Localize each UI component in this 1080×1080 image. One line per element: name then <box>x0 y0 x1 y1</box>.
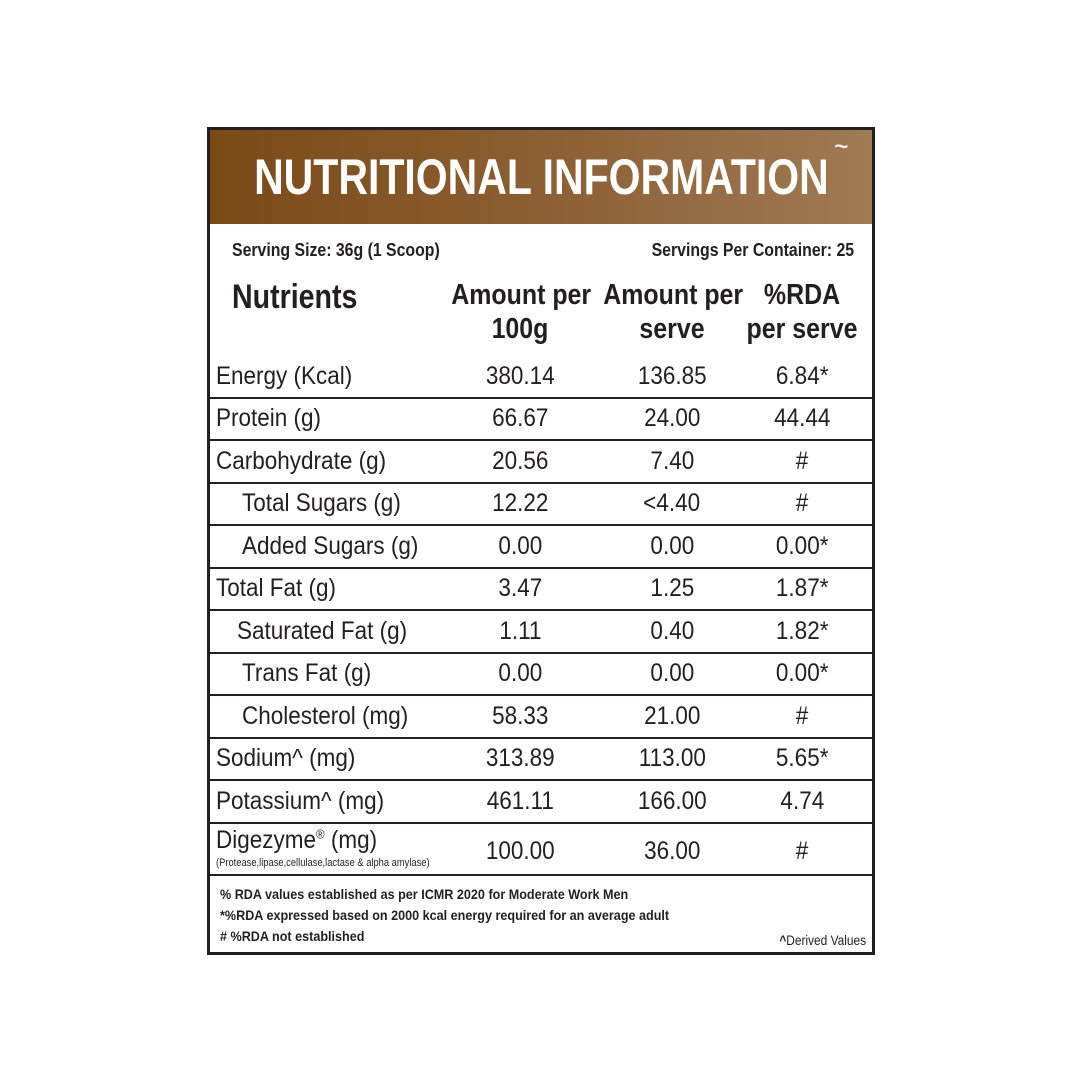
table-row <box>210 524 872 567</box>
amount-per-100g: 0.00 <box>498 531 542 560</box>
serving-size: Serving Size: 36g (1 Scoop) <box>232 240 440 260</box>
rda-per-serve: 0.00* <box>775 659 829 688</box>
title-banner <box>210 130 872 224</box>
column-header-rda: %RDA per serve <box>746 279 858 345</box>
rda-per-serve: 44.44 <box>773 404 831 433</box>
nutrient-name: Energy (Kcal) <box>216 361 353 390</box>
table-row <box>210 609 872 652</box>
footnote-rda-source: % RDA values established as per ICMR 2020 for Moderate Work Men <box>220 886 629 902</box>
servings-per-container: Servings Per Container: 25 <box>651 240 854 260</box>
amount-per-100g: 0.00 <box>498 659 542 688</box>
column-header-per-100g: Amount per 100g <box>451 279 592 345</box>
footnote-rda-not-established: # %RDA not established <box>220 928 365 944</box>
amount-per-serve: 1.25 <box>650 574 694 603</box>
nutrient-name: Digezyme® (mg) (Protease,lipase,cellulase,lactase & alpha amylase) <box>216 825 430 869</box>
footnote-rda-basis: *%RDA expressed based on 2000 kcal energy required for an average adult <box>220 907 670 923</box>
amount-per-serve: 24.00 <box>643 404 701 433</box>
amount-per-serve: 21.00 <box>643 701 701 730</box>
amount-per-serve: 0.00 <box>650 659 694 688</box>
nutrient-name: Carbohydrate (g) <box>216 446 387 475</box>
footnote-derived-values: ^Derived Values <box>779 932 866 948</box>
table-row <box>210 737 872 780</box>
nutrition-facts-panel <box>207 127 875 955</box>
amount-per-100g: 12.22 <box>491 489 549 518</box>
amount-per-100g: 66.67 <box>491 404 549 433</box>
rda-per-serve: 0.00* <box>775 531 829 560</box>
footnotes <box>210 874 872 954</box>
table-row <box>210 482 872 525</box>
table-row-digezyme <box>210 822 872 880</box>
amount-per-100g: 58.33 <box>491 701 549 730</box>
table-row <box>210 397 872 440</box>
amount-per-100g: 1.11 <box>498 616 542 645</box>
amount-per-serve: 0.00 <box>650 531 694 560</box>
amount-per-serve: <4.40 <box>643 489 701 518</box>
amount-per-serve: 136.85 <box>637 361 707 390</box>
amount-per-serve: 7.40 <box>650 446 694 475</box>
rda-per-serve: # <box>795 701 809 730</box>
nutrient-name: Added Sugars (g) <box>242 531 419 560</box>
rda-per-serve: 1.82* <box>775 616 829 645</box>
nutrient-name: Total Sugars (g) <box>242 489 401 518</box>
table-row <box>210 439 872 482</box>
rda-per-serve: # <box>795 489 809 518</box>
table-row <box>210 779 872 822</box>
nutrient-name: Cholesterol (mg) <box>242 701 409 730</box>
rda-per-serve: # <box>795 446 809 475</box>
nutrient-name: Trans Fat (g) <box>242 659 372 688</box>
column-header-nutrients: Nutrients <box>232 278 358 316</box>
column-header-per-serve: Amount per serve <box>603 279 744 345</box>
rda-per-serve: 6.84* <box>775 361 829 390</box>
enzyme-list: (Protease,lipase,cellulase,lactase & alpha amylase) <box>216 856 430 869</box>
table-row <box>210 652 872 695</box>
rda-per-serve: 5.65* <box>775 744 829 773</box>
amount-per-serve: 113.00 <box>638 744 706 773</box>
panel-title: NUTRITIONAL INFORMATION ~ <box>253 130 849 205</box>
nutrient-table <box>210 356 872 880</box>
rda-per-serve: # <box>795 837 809 865</box>
nutrient-name: Protein (g) <box>216 404 322 433</box>
nutrient-name: Sodium^ (mg) <box>216 744 356 773</box>
amount-per-100g: 100.00 <box>485 837 555 865</box>
nutrient-name: Saturated Fat (g) <box>237 616 408 645</box>
amount-per-100g: 461.11 <box>486 786 554 815</box>
rda-per-serve: 1.87* <box>775 574 829 603</box>
amount-per-100g: 313.89 <box>485 744 555 773</box>
amount-per-serve: 36.00 <box>643 837 701 865</box>
table-row <box>210 567 872 610</box>
table-row <box>210 356 872 397</box>
nutrient-name: Potassium^ (mg) <box>216 786 385 815</box>
nutrient-name: Total Fat (g) <box>216 574 337 603</box>
amount-per-100g: 3.47 <box>498 574 542 603</box>
amount-per-serve: 0.40 <box>650 616 694 645</box>
table-row <box>210 694 872 737</box>
title-mark: ~ <box>833 130 849 163</box>
amount-per-serve: 166.00 <box>637 786 707 815</box>
amount-per-100g: 380.14 <box>485 361 555 390</box>
rda-per-serve: 4.74 <box>780 786 824 815</box>
amount-per-100g: 20.56 <box>491 446 549 475</box>
